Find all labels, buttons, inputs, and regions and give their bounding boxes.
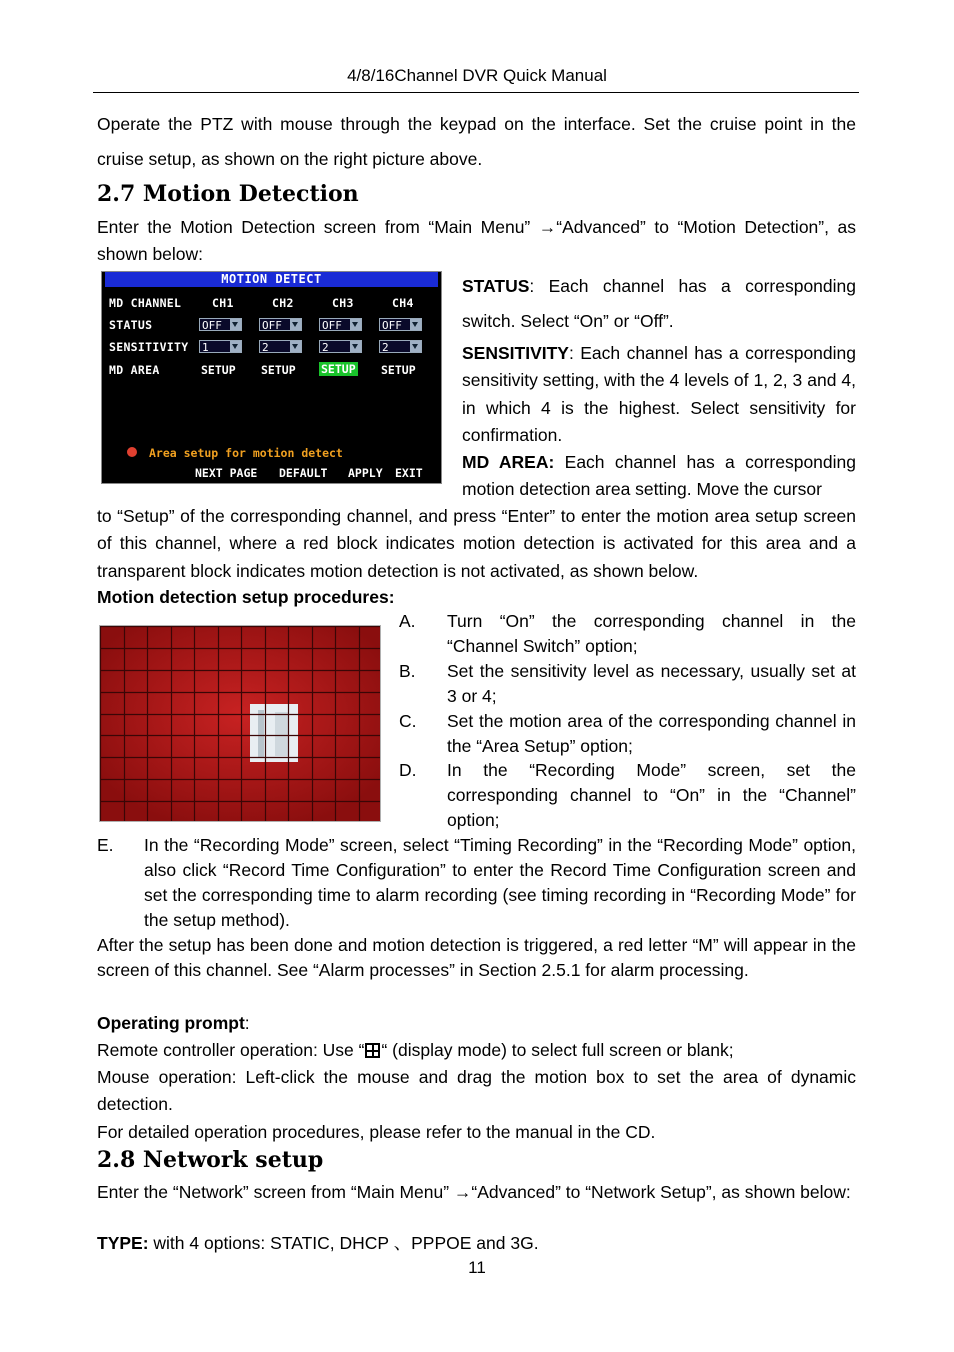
dvr-sensitivity-select: 2 [259,340,302,353]
type-line [97,1231,856,1256]
dvr-row-label: STATUS [109,318,153,332]
motion-area-grid-image [99,625,381,822]
running-header: 4/8/16Channel DVR Quick Manual [347,66,607,85]
mdarea-continuation: to “Setup” of the corresponding channel, and press “Enter” to enter the motion area setup screen of this channel, where a red block indicates motion detection is activated for this area and a transparent block indicates motion detection is not activated, as shown below. [97,506,856,581]
dvr-status-select: OFF [319,318,362,331]
section-heading-2-8: 2.8 Network setup [97,1147,324,1173]
step-label: C. [399,711,417,731]
dvr-row-label: SENSITIVITY [109,340,189,354]
procedures-title: Motion detection setup procedures: [97,587,395,607]
status-text: : Each channel has a corresponding switch. Select “On” or “Off”. [462,276,856,331]
section-heading-2-7: 2.7 Motion Detection [97,181,359,207]
chevron-down-icon [350,319,361,330]
chevron-down-icon [410,319,421,330]
red-dot-icon [127,447,137,457]
step-text: In the “Recording Mode” screen, set the corresponding channel to “On” in the “Channel” option; [447,760,856,830]
sensitivity-label: SENSITIVITY [462,343,569,363]
dvr-setup-button: SETUP [201,363,236,377]
dvr-note: Area setup for motion detect [149,446,343,460]
chevron-down-icon [350,341,361,352]
page-number: 11 [468,1258,486,1277]
chevron-down-icon [230,319,241,330]
dvr-default-button: DEFAULT [279,466,328,480]
dvr-channel-header: CH3 [332,296,354,310]
dvr-channel-header: CH4 [392,296,414,310]
dvr-channel-header: CH2 [272,296,294,310]
dvr-next-page-button: NEXT PAGE [195,466,258,480]
dvr-row-label: MD CHANNEL [109,296,182,310]
operating-prompt-label: Operating prompt [97,1013,245,1033]
motion-detect-screenshot [101,271,442,484]
mdarea-text: Each channel has a corresponding motion detection area setting. Move the cursor [462,452,856,500]
dvr-exit-button: EXIT [395,466,423,480]
step-label: B. [399,661,416,681]
motion-grid-svg [100,626,381,822]
sensitivity-description [462,340,856,449]
step-label: D. [399,760,417,780]
dvr-sensitivity-select: 2 [379,340,422,353]
dvr-status-select: OFF [259,318,302,331]
operating-prompt: Operating prompt: [97,1013,250,1033]
chevron-down-icon [290,341,301,352]
status-label: STATUS [462,276,530,296]
type-text: with 4 options: STATIC, DHCP 、PPPOE and 3G. [148,1233,539,1253]
mouse-operation-line: Mouse operation: Left-click the mouse and drag the motion box to set the area of dynamic detection. [97,1067,856,1115]
chevron-down-icon [290,319,301,330]
dvr-apply-button: APPLY [348,466,383,480]
dvr-setup-button: SETUP [381,363,416,377]
chevron-down-icon [410,341,421,352]
status-description [462,269,856,339]
step-text: In the “Recording Mode” screen, select “Timing Recording” in the “Recording Mode” option, also click “Record Time Configuration” to enter the Record Time Configuration screen and set the corresponding time to alarm recording (see timing recording in “Recording Mode” for the setup method). [144,835,856,930]
step-label: A. [399,611,416,631]
intro-paragraph: Operate the PTZ with mouse through the keypad on the interface. Set the cruise point in the cruise setup, as shown on the right picture above. [97,114,856,169]
remote-controller-line: Remote controller operation: Use “ “ (display mode) to select full screen or blank; [97,1040,734,1060]
dvr-channel-header: CH1 [212,296,234,310]
dvr-setup-button-selected: SETUP [321,362,356,376]
dvr-sensitivity-select: 1 [199,340,242,353]
dvr-sensitivity-select: 2 [319,340,362,353]
header-rule [93,92,859,93]
mdarea-label: MD AREA: [462,452,555,472]
mdarea-description [462,449,856,504]
dvr-row-label: MD AREA [109,363,160,377]
dvr-status-select: OFF [379,318,422,331]
step-label: E. [97,835,114,855]
step-text: Turn “On” the corresponding channel in the “Channel Switch” option; [447,611,856,656]
display-mode-icon [365,1043,380,1058]
chevron-down-icon [230,341,241,352]
section-2-7-lead: Enter the Motion Detection screen from “Main Menu” →“Advanced” to “Motion Detection”, as shown below: [97,217,856,265]
sensitivity-text: : Each channel has a corresponding sensitivity setting, with the 4 levels of 1, 2, 3 and 4, in which 4 is the highest. Select sensitivity for confirmation. [462,343,856,445]
section-2-8-lead: Enter the “Network” screen from “Main Menu” →“Advanced” to “Network Setup”, as shown below: [97,1182,851,1202]
detailed-procedures-line: For detailed operation procedures, please refer to the manual in the CD. [97,1122,656,1142]
after-setup-paragraph: After the setup has been done and motion detection is triggered, a red letter “M” will appear in the screen of this channel. See “Alarm processes” in Section 2.5.1 for alarm processing. [97,935,856,980]
step-text: Set the sensitivity level as necessary, usually set at 3 or 4; [447,661,856,706]
dvr-setup-button: SETUP [261,363,296,377]
dvr-title-bar: MOTION DETECT [105,272,438,287]
dvr-status-select: OFF [199,318,242,331]
type-label: TYPE: [97,1233,149,1253]
step-text: Set the motion area of the corresponding channel in the “Area Setup” option; [447,711,856,756]
